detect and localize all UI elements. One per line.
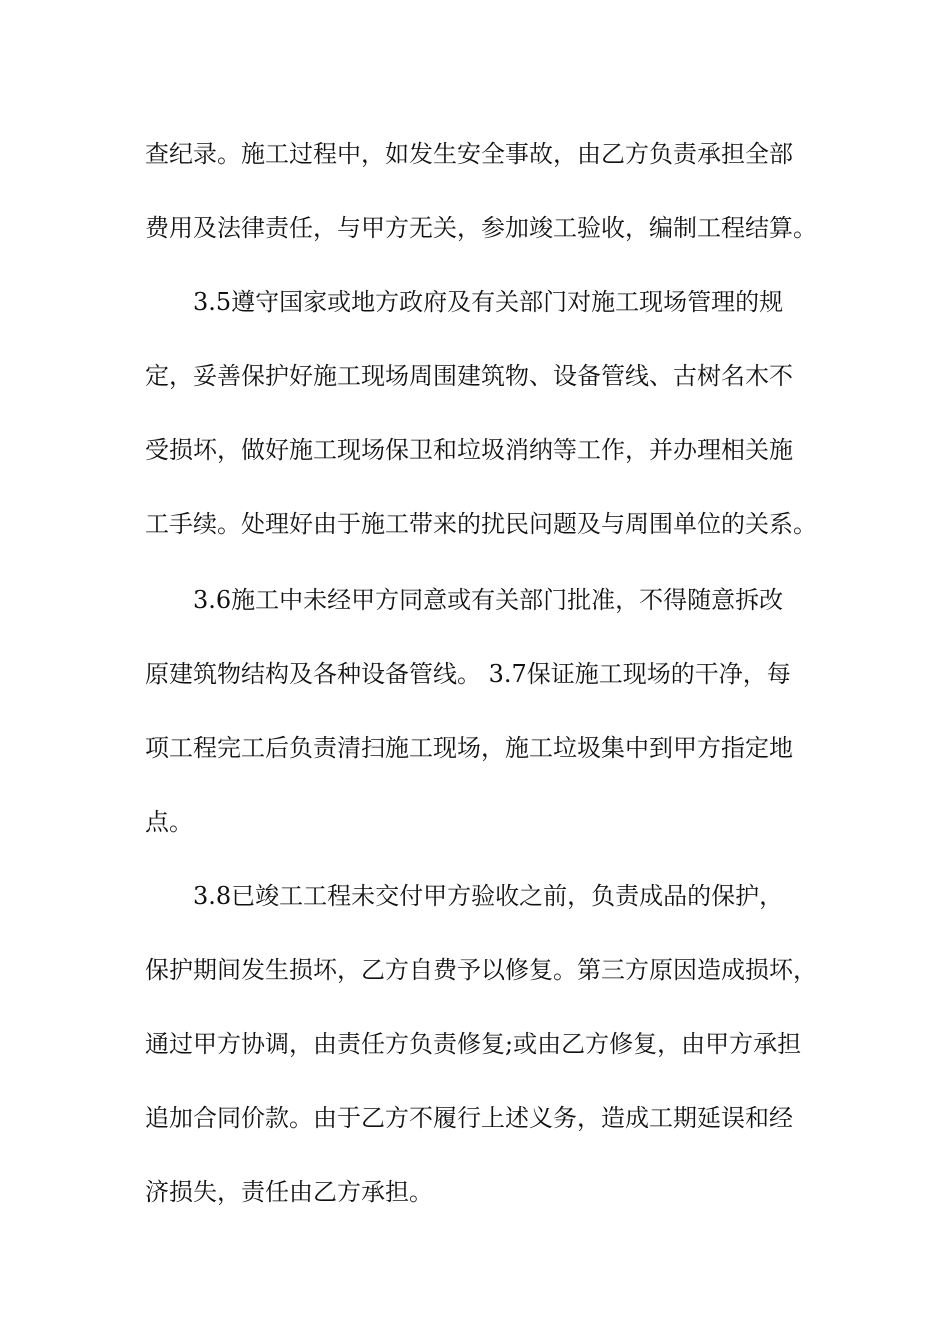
- paragraph-start-line: 3.5遵守国家或地方政府及有关部门对施工现场管理的规: [193, 288, 784, 316]
- text-line: 点。: [145, 808, 193, 836]
- text-line: 受损坏，做好施工现场保卫和垃圾消纳等工作，并办理相关施: [145, 436, 793, 464]
- text-line: 费用及法律责任，与甲方无关，参加竣工验收，编制工程结算。: [145, 214, 817, 242]
- text-line: 保护期间发生损坏，乙方自费予以修复。第三方原因造成损坏，: [145, 956, 817, 984]
- text-line: 查纪录。施工过程中，如发生安全事故，由乙方负责承担全部: [145, 140, 793, 168]
- paragraph-start-line: 3.6施工中未经甲方同意或有关部门批准，不得随意拆改: [193, 586, 784, 614]
- text-line: 济损失，责任由乙方承担。: [145, 1178, 433, 1206]
- text-line: 项工程完工后负责清扫施工现场，施工垃圾集中到甲方指定地: [145, 734, 793, 762]
- text-line: 追加合同价款。由于乙方不履行上述义务，造成工期延误和经: [145, 1104, 793, 1132]
- text-line: 定，妥善保护好施工现场周围建筑物、设备管线、古树名木不: [145, 362, 793, 390]
- text-line: 工手续。处理好由于施工带来的扰民问题及与周围单位的关系。: [145, 510, 817, 538]
- text-line: 通过甲方协调，由责任方负责修复;或由乙方修复，由甲方承担: [145, 1030, 802, 1058]
- text-line: 原建筑物结构及各种设备管线。 3.7保证施工现场的干净，每: [145, 660, 791, 688]
- paragraph-start-line: 3.8已竣工工程未交付甲方验收之前，负责成品的保护，: [193, 882, 784, 910]
